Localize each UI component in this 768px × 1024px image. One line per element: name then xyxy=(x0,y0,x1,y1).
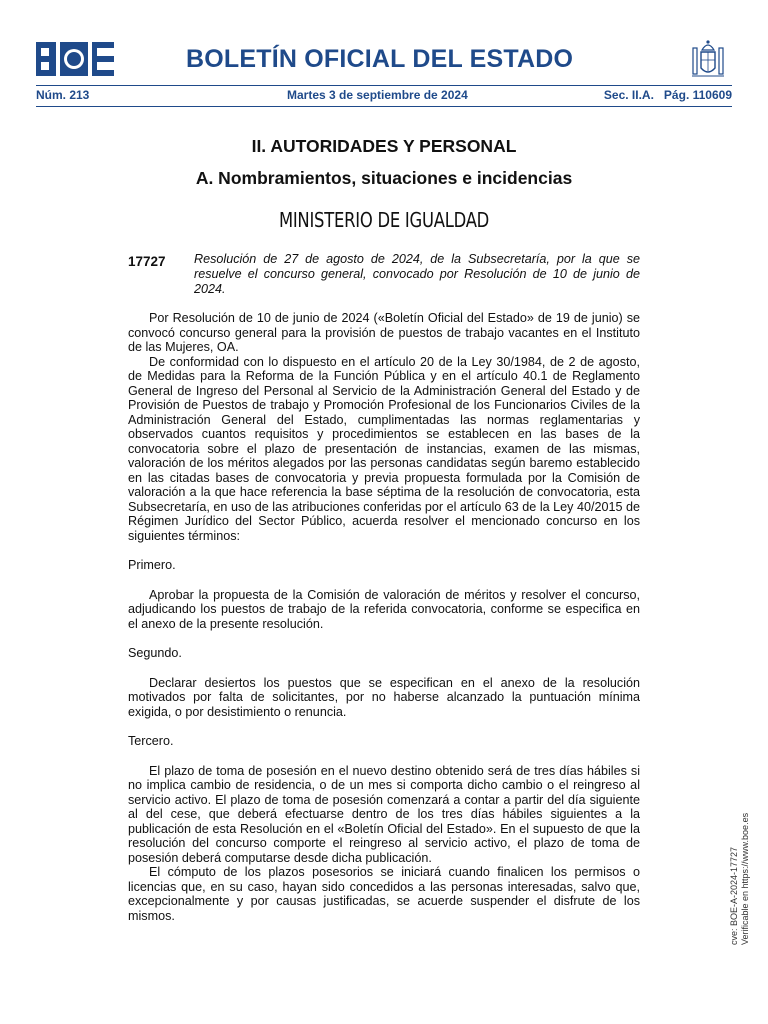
document-body xyxy=(128,311,640,923)
section-page: Sec. II.A. Pág. 110609 xyxy=(603,88,732,102)
section-title: II. AUTORIDADES Y PERSONAL xyxy=(251,136,517,156)
issue-number: Núm. 213 xyxy=(36,88,90,102)
ministry-title: MINISTERIO DE IGUALDAD xyxy=(278,208,490,232)
heading-primero: Primero. xyxy=(128,558,176,572)
cve-code: cve: BOE-A-2024-17727 xyxy=(729,846,739,945)
issue-date: Martes 3 de septiembre de 2024 xyxy=(287,88,468,102)
subsection-title: A. Nombramientos, situaciones e incidencias xyxy=(195,168,573,188)
heading-tercero: Tercero. xyxy=(128,734,174,748)
verification-url: Verificable en https://www.boe.es xyxy=(740,812,750,945)
page-header xyxy=(36,38,732,86)
verification-note xyxy=(729,813,751,945)
boe-logo xyxy=(36,42,114,76)
paragraph: El plazo de toma de posesión en el nuevo destino obtenido será de tres días hábiles si no implica cambio de residencia, o de un mes si comporta dicho cambio o el reingreso al servicio activo. El plazo de toma de posesión comenzará a contar a partir del día siguiente al del cese, que deberá efectuarse dentro de los tres días hábiles siguientes a la publicación de esta Resolución en el «Boletín Oficial del Estado». En el supuesto de que la resolución del concurso comporte el reingreso al servicio activo, el plazo de toma de posesión deberá computarse desde dicha publicación. xyxy=(128,763,640,865)
document-summary: Resolución de 27 de agosto de 2024, de la Subsecretaría, por la que se resuelve el concurso general, convocado por Resolución de 10 de junio de 2024. xyxy=(194,252,640,296)
paragraph: El cómputo de los plazos posesorios se iniciará cuando finalicen los permisos o licencias que, en su caso, hayan sido concedidos a las personas interesadas, salvo que, excepcionalmente y por causas justificadas, se acuerde suspender el disfrute de los mismos. xyxy=(128,865,640,923)
bulletin-title: BOLETÍN OFICIAL DEL ESTADO xyxy=(186,45,574,73)
header-rule-bottom xyxy=(36,106,732,107)
paragraph: Por Resolución de 10 de junio de 2024 («Boletín Oficial del Estado» de 19 de junio) se convocó concurso general para la provisión de puestos de trabajo vacantes en el Instituto de las Mujeres, OA. xyxy=(128,311,640,354)
paragraph: Aprobar la propuesta de la Comisión de valoración de méritos y resolver el concurso, adjudicando los puestos de trabajo de la referida convocatoria, conforme se especifica en el anexo de la presente resolución. xyxy=(128,587,640,631)
header-rule-top xyxy=(36,85,732,86)
document-number: 17727 xyxy=(128,254,166,269)
paragraph: De conformidad con lo dispuesto en el artículo 20 de la Ley 30/1984, de 2 de agosto, de Medidas para la Reforma de la Función Pública y en el artículo 40.1 de Reglamento General de Ingreso del Personal al Servicio de la Administración General del Estado y de Provisión de Puestos de trabajo y Promoción Profesional de los Funcionarios Civiles de la Administración General del Estado, cumplimentadas las normas reglamentarias y observados cuantos requisitos y procedimientos se establecen en las bases de la convocatoria sobre el plazo de presentación de instancias, examen de las mismas, valoración de los méritos alegados por las personas candidatas según baremo establecido en las citadas bases de convocatoria y previa propuesta formulada por la Comisión de valoración a la que hace referencia la base séptima de la resolución de convocatoria, esta Subsecretaría, en uso de las atribuciones conferidas por el artículo 63 de la Ley 40/2015 de Régimen Jurídico del Sector Público, acuerda resolver el mencionado concurso en los siguientes términos: xyxy=(128,354,640,543)
coat-of-arms-icon xyxy=(690,38,726,80)
heading-segundo: Segundo. xyxy=(128,646,182,660)
paragraph: Declarar desiertos los puestos que se especifican en el anexo de la resolución motivados por falta de solicitantes, por no haberse alcanzado la puntuación mínima exigida, o por desistimiento o renuncia. xyxy=(128,675,640,719)
